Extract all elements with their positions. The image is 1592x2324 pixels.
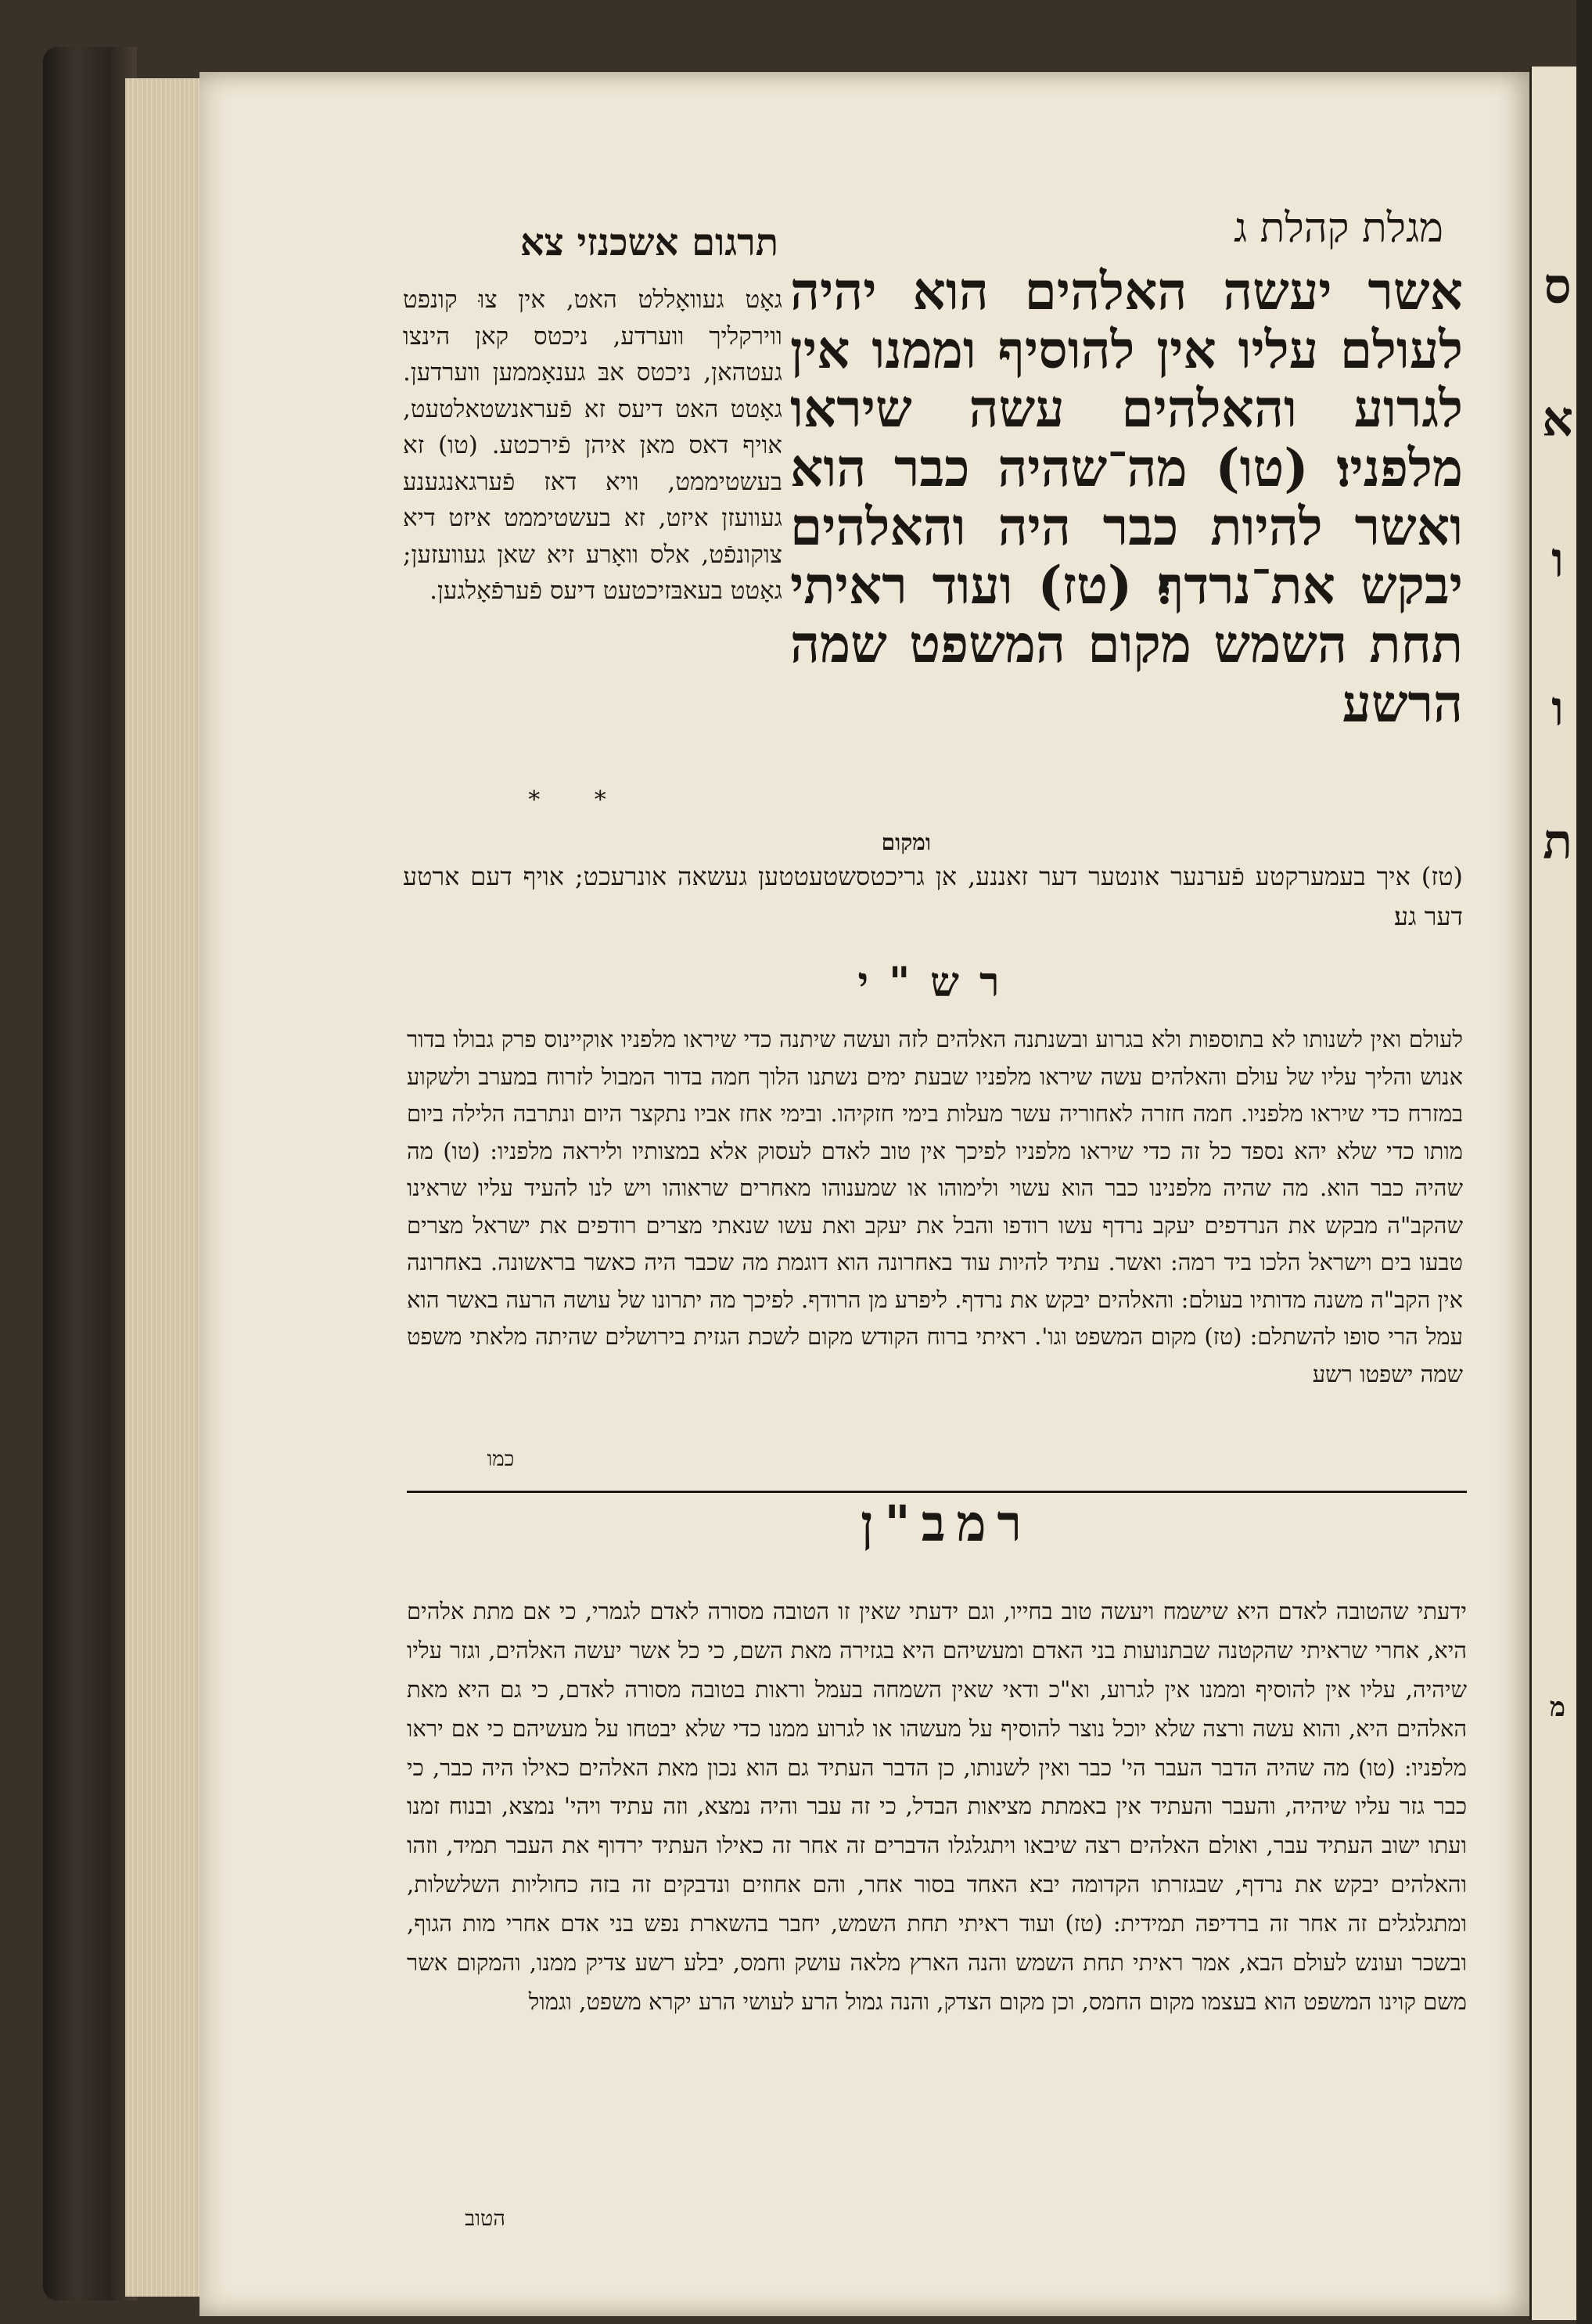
rashi-heading: רש"י <box>857 959 1020 1006</box>
ramban-heading: רמב"ן <box>861 1495 1033 1553</box>
judeo-german-translation: גאָט געוואָללט האט, אין צוּ קונפט ווירקליך ווערדע, ניכטס קאן הינצו געטהאן, ניכטס אבּ גענאָממען ווערדען. גאָטט האט דיעס זא פֿעראנשטאלטעט, אויף דאס מאן איהן פֿירכטע. (טו) זא בעשטיממט, וויא דאז פֿערגאנגענע געוועזן איזט, זא בעשטיממט איזט דיא צוקונפֿט, אלס וואָרע זיא שאן געוועזען; גאָטט בעאבּזיכטעט דיעס פֿערפֿאָלגען. <box>403 286 782 605</box>
translation-continued: (טז) איך בעמערקטע פֿערנער אונטער דער זאננע, אן גריכטסשטעטטען געשאה אונרעכט; אויף דעם ארטע דער גע׃ <box>403 862 1463 932</box>
running-header-translation: תרגום אשכנזי צא <box>519 221 778 264</box>
facing-glyph: א <box>1542 390 1573 448</box>
facing-page-strip <box>1529 67 1579 2320</box>
facing-glyph: ס <box>1543 257 1572 315</box>
section-divider <box>407 1491 1467 1493</box>
running-header-book: מגלת קהלת ג <box>1233 205 1443 252</box>
rashi-catchword: כמו <box>487 1448 515 1471</box>
facing-glyph: ת <box>1543 813 1572 870</box>
section-ornament: * * <box>528 786 630 814</box>
facing-cover-edge <box>1576 0 1592 2324</box>
ramban-catchword: הטוב <box>465 2207 505 2231</box>
ramban-commentary: ידעתי שהטובה לאדם היא שישמח ויעשה טוב בחייו, וגם ידעתי שאין זו הטובה מסורה לאדם לגמרי, כי אם מתת אלהים היא, אחרי שראיתי שהקטנה שבתנועות בני האדם ומעשיהם היא בגזירה מאת השם, כי כל אשר יעשה האלהים, וגזר עליו שיהיה, עליו אין להוסיף וממנו אין לגרוע, וא"כ ודאי שאין השמחה בעמל וראות בטובה מסורה לאדם, כי גם היא מאת האלהים היא, והוא עשה ורצה שלא יוכל נוצר להוסיף על מעשהו או לגרוע ממנו כדי שלא יבטחו על מעשיהם כי אם יראו מלפניו: (טו) מה שהיה הדבר העבר הי' כבר ואין לשנותו, כן הדבר העתיד גם הוא נכון מאת האלהים כאילו היה כבר, כי כבר גזר עליו שיהיה, והעבר והעתיד אין באמתת מציאות הבדל, כי זה עבר והיה נמצא, וזה עתיד ויהי' נמצא, ובנוח זמנו ועתו ישוב העתיד עבר, ואולם האלהים רצה שיבאו ויתגלגלו הדברים זה אחר זה כאילו העתיד ירדוף את העבר תמיד, וזהו והאלהים יבקש את נרדף, שבגזרתו הקדומה יבא האחד בסור אחר, והם אחוזים ונדבקים זה בזה כחוליות השלשלות, ומתגלגלים זה אחר זה ברדיפה תמידית: (טז) ועוד ראיתי תחת השמש, יחבר בהשארת נפש בני אדם אחרי מות הגוף, ובשכר ועונש לעולם הבא, אמר ראיתי תחת השמש והנה הארץ מלאה עושק וחמס, יבלע רשע צדיק ממנו, והמקום אשר משם קוינו המשפט הוא בעצמו מקום החמס, וכן מקום הצדק, והנה גמול הרע לעושי הרע יקרא משפט, וגמול <box>407 1598 1467 2015</box>
facing-glyph: מ <box>1549 1692 1566 1723</box>
facing-glyph: ו <box>1551 531 1564 588</box>
facing-glyph: ו <box>1551 680 1564 737</box>
book-cover-left <box>43 47 137 2301</box>
main-catchword: ומקום <box>881 829 931 855</box>
main-hebrew-text: אשר יעשה האלהים הוא יהיה לעולם עליו אין להוסיף וממנו אין לגרוע והאלהים עשה שיראו מלפניו׃ (טו) מה־שהיה כבר הוא ואשר להיות כבר היה והאלהים יבקש את־נרדף׃ (טז) ועוד ראיתי תחת השמש מקום המשפט שמה הרשע <box>790 261 1463 734</box>
rashi-commentary: לעולם ואין לשנותו לא בתוספות ולא בגרוע ובשנתנה האלהים לזה ועשה שיתנה כדי שיראו מלפניו אוקיינוס פרק גבולו בדור אנוש והליך עליו של עולם והאלהים עשה שיראו מלפניו שבעת ימים נשתנו הלוך חמה בדור המבול לזרוח במערב ולשקוע במזרח כדי שיראו מלפניו. חמה חזרה לאחוריה עשר מעלות בימי חזקיהו. ובימי אחז אביו נתקצר היום ונתרבה הלילה ביום מותו כדי שלא יהא נספד כל זה כדי שיראו מלפניו לפיכך אין טוב לאדם לעסוק אלא במצותיו וליראה מלפניו: (טו) מה שהיה כבר הוא. מה שהיה מלפנינו כבר הוא עשוי ולימוהו או שמענוהו מאחרים שראוהו ויש לנו להעיד עליו שראינו שהקב"ה מבקש את הנרדפים יעקב נרדף עשו רודפו והבל את יעקב ואת עשו שנאתי מצרים רודפים את ישראל מצרים טבעו בים וישראל הלכו ביד רמה: ואשר. עתיד להיות עוד באחרונה הוא דוגמת מה שכבר היה כאשר בראשונה. באחרונה אין הקב"ה משנה מדותיו בעולם: והאלהים יבקש את נרדף. ליפרע מן הרודף. לפיכך מה יתרונו של עושה הרעה באשר הוא עמל הרי סופו להשתלם: (טז) מקום המשפט וגו'. ראיתי ברוח הקודש מקום לשכת הגזית בירושלים שהיתה מלאתי משפט שמה ישפטו רשע <box>407 1026 1463 1387</box>
